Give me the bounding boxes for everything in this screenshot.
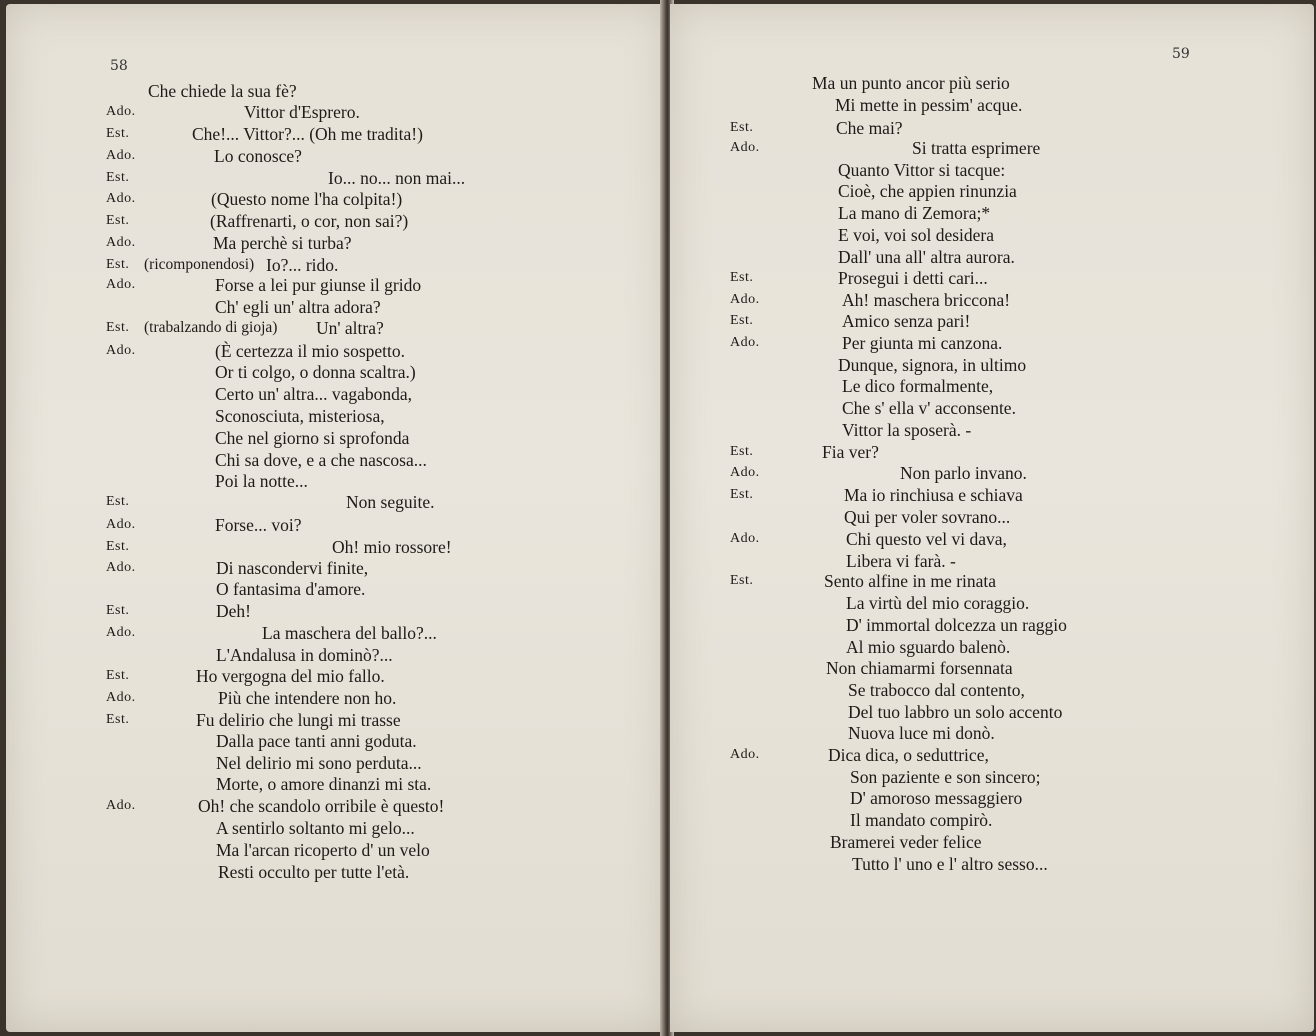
verse-line: Nel delirio mi sono perduta... [216, 753, 422, 773]
speaker-label: Est. [106, 126, 130, 141]
verse-line: Ma un punto ancor più serio [812, 73, 1010, 93]
verse-line: Quanto Vittor si tacque: [838, 160, 1006, 180]
verse-line: Oh! mio rossore! [332, 537, 452, 557]
verse-line: La virtù del mio coraggio. [846, 593, 1030, 613]
speaker-label: Ado. [730, 292, 760, 307]
stage-direction: (ricomponendosi) [144, 256, 255, 273]
speaker-label: Ado. [730, 747, 760, 762]
verse-line: Io... no... non mai... [328, 168, 466, 188]
speaker-label: Ado. [106, 690, 136, 705]
speaker-label: Est. [730, 120, 754, 135]
verse-line: Che!... Vittor?... (Oh me tradita!) [192, 124, 423, 144]
verse-line: (È certezza il mio sospetto. [215, 341, 405, 361]
speaker-label: Ado. [106, 343, 136, 358]
verse-line: Dall' una all' altra aurora. [838, 247, 1015, 267]
verse-line: Un' altra? [316, 318, 384, 338]
verse-line: Dunque, signora, in ultimo [838, 355, 1027, 375]
verse-line: Le dico formalmente, [842, 376, 994, 396]
verse-line: Resti occulto per tutte l'età. [218, 862, 410, 882]
speaker-label: Ado. [106, 104, 136, 119]
speaker-label: Est. [106, 712, 130, 727]
speaker-label: Ado. [106, 191, 136, 206]
verse-line: E voi, voi sol desidera [838, 225, 995, 245]
speaker-label: Ado. [106, 148, 136, 163]
verse-line: Vittor la sposerà. - [842, 420, 972, 440]
verse-line: Ho vergogna del mio fallo. [196, 666, 385, 686]
speaker-label: Est. [730, 444, 754, 459]
verse-line: Sconosciuta, misteriosa, [215, 406, 385, 426]
speaker-label: Est. [730, 487, 754, 502]
speaker-label: Est. [106, 494, 130, 509]
speaker-label: Est. [730, 573, 754, 588]
verse-line: Son paziente e son sincero; [850, 767, 1041, 787]
speaker-label: Ado. [730, 335, 760, 350]
left-page [6, 4, 666, 1032]
speaker-label: Ado. [730, 465, 760, 480]
verse-line: Che chiede la sua fè? [148, 81, 297, 101]
verse-line: Chi sa dove, e a che nascosa... [215, 450, 427, 470]
speaker-label: Est. [106, 539, 130, 554]
verse-line: Sento alfine in me rinata [824, 571, 997, 591]
verse-line: Forse a lei pur giunse il grido [215, 275, 422, 295]
page-number: 59 [1172, 46, 1190, 62]
verse-line: Forse... voi? [215, 515, 302, 535]
verse-line: Or ti colgo, o donna scaltra.) [215, 362, 416, 382]
verse-line: Più che intendere non ho. [218, 688, 397, 708]
verse-line: Poi la notte... [215, 471, 308, 491]
verse-line: Tutto l' uno e l' altro sesso... [852, 854, 1048, 874]
verse-line: Al mio sguardo balenò. [846, 637, 1011, 657]
verse-line: L'Andalusa in dominò?... [216, 645, 393, 665]
verse-line: Dica dica, o seduttrice, [828, 745, 989, 765]
verse-line: Di nascondervi finite, [216, 558, 369, 578]
speaker-label: Est. [106, 320, 130, 335]
verse-line: Che s' ella v' acconsente. [842, 398, 1016, 418]
verse-line: (Questo nome l'ha colpita!) [211, 189, 403, 209]
verse-line: La maschera del ballo?... [262, 623, 437, 643]
verse-line: Deh! [216, 601, 251, 621]
verse-line: Fia ver? [822, 442, 879, 462]
verse-line: Non parlo invano. [900, 463, 1027, 483]
stage-direction: (trabalzando di gioja) [144, 319, 278, 336]
verse-line: La mano di Zemora;* [838, 203, 991, 223]
verse-line: Libera vi farà. - [846, 551, 956, 571]
verse-line: Ah! maschera briccona! [842, 290, 1011, 310]
speaker-label: Ado. [106, 277, 136, 292]
verse-line: Qui per voler sovrano... [844, 507, 1011, 527]
verse-line: Mi mette in pessim' acque. [835, 95, 1023, 115]
verse-line: Il mandato compirò. [850, 810, 993, 830]
verse-line: D' immortal dolcezza un raggio [846, 615, 1067, 635]
speaker-label: Ado. [106, 560, 136, 575]
speaker-label: Est. [106, 257, 130, 272]
speaker-label: Ado. [730, 140, 760, 155]
verse-line: Che nel giorno si sprofonda [215, 428, 410, 448]
verse-line: Lo conosce? [214, 146, 302, 166]
verse-line: Dalla pace tanti anni goduta. [216, 731, 417, 751]
verse-line: Io?... rido. [266, 255, 339, 275]
verse-line: Bramerei veder felice [830, 832, 982, 852]
speaker-label: Ado. [730, 531, 760, 546]
verse-line: O fantasima d'amore. [216, 579, 366, 599]
verse-line: Ma io rinchiusa e schiava [844, 485, 1023, 505]
verse-line: Del tuo labbro un solo accento [848, 702, 1063, 722]
speaker-label: Ado. [106, 235, 136, 250]
verse-line: Ma perchè si turba? [213, 233, 352, 253]
verse-line: (Raffrenarti, o cor, non sai?) [210, 211, 409, 231]
speaker-label: Ado. [106, 517, 136, 532]
speaker-label: Est. [106, 603, 130, 618]
speaker-label: Est. [106, 668, 130, 683]
verse-line: Ma l'arcan ricoperto d' un velo [216, 840, 430, 860]
verse-line: Certo un' altra... vagabonda, [215, 384, 413, 404]
speaker-label: Est. [730, 270, 754, 285]
speaker-label: Ado. [106, 625, 136, 640]
verse-line: A sentirlo soltanto mi gelo... [216, 818, 415, 838]
verse-line: Nuova luce mi donò. [848, 723, 995, 743]
verse-line: Fu delirio che lungi mi trasse [196, 710, 401, 730]
speaker-label: Est. [730, 313, 754, 328]
verse-line: Prosegui i detti cari... [838, 268, 988, 288]
page-number: 58 [110, 58, 128, 74]
verse-line: Amico senza pari! [842, 311, 971, 331]
speaker-label: Est. [106, 170, 130, 185]
verse-line: Ch' egli un' altra adora? [215, 297, 381, 317]
verse-line: D' amoroso messaggiero [850, 788, 1023, 808]
verse-line: Non chiamarmi forsennata [826, 658, 1013, 678]
verse-line: Oh! che scandolo orribile è questo! [198, 796, 445, 816]
verse-line: Non seguite. [346, 492, 435, 512]
verse-line: Vittor d'Esprero. [244, 102, 360, 122]
verse-line: Chi questo vel vi dava, [846, 529, 1007, 549]
verse-line: Si tratta esprimere [912, 138, 1041, 158]
verse-line: Se trabocco dal contento, [848, 680, 1025, 700]
right-page [670, 4, 1314, 1032]
verse-line: Per giunta mi canzona. [842, 333, 1003, 353]
verse-line: Che mai? [836, 118, 903, 138]
verse-line: Morte, o amore dinanzi mi sta. [216, 774, 432, 794]
verse-line: Cioè, che appien rinunzia [838, 181, 1017, 201]
speaker-label: Est. [106, 213, 130, 228]
speaker-label: Ado. [106, 798, 136, 813]
